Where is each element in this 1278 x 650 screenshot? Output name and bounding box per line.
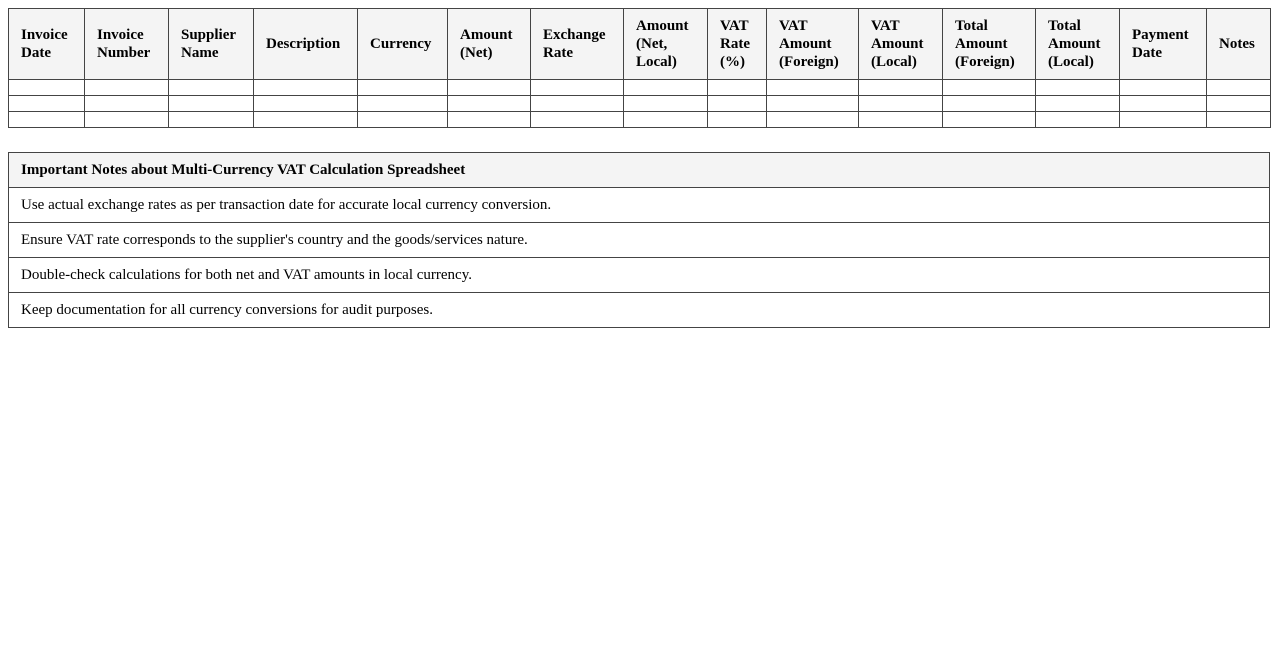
table-row xyxy=(9,96,1271,112)
table-cell[interactable] xyxy=(859,96,943,112)
table-cell[interactable] xyxy=(1036,80,1120,96)
table-cell[interactable] xyxy=(358,112,448,128)
table-cell[interactable] xyxy=(358,80,448,96)
notes-row xyxy=(9,188,1270,223)
notes-title: Important Notes about Multi-Currency VAT Calculation Spreadsheet xyxy=(9,153,1270,188)
table-cell[interactable] xyxy=(708,80,767,96)
page-content xyxy=(8,8,1270,328)
table-cell[interactable] xyxy=(767,96,859,112)
table-cell[interactable] xyxy=(169,112,254,128)
header-row xyxy=(9,9,1271,80)
table-cell[interactable] xyxy=(708,112,767,128)
column-header-invoice-date: Invoice Date xyxy=(9,9,85,80)
note-item: Ensure VAT rate corresponds to the supplier's country and the goods/services nature. xyxy=(9,223,1270,258)
table-cell[interactable] xyxy=(531,80,624,96)
table-cell[interactable] xyxy=(943,80,1036,96)
table-cell[interactable] xyxy=(448,80,531,96)
notes-row xyxy=(9,293,1270,328)
table-cell[interactable] xyxy=(358,96,448,112)
table-cell[interactable] xyxy=(1120,112,1207,128)
table-cell[interactable] xyxy=(859,112,943,128)
note-item: Use actual exchange rates as per transaction date for accurate local currency conversion. xyxy=(9,188,1270,223)
table-cell[interactable] xyxy=(1207,80,1271,96)
table-cell[interactable] xyxy=(943,112,1036,128)
column-header-currency: Currency xyxy=(358,9,448,80)
table-cell[interactable] xyxy=(85,112,169,128)
note-item: Double-check calculations for both net and VAT amounts in local currency. xyxy=(9,258,1270,293)
table-cell[interactable] xyxy=(9,96,85,112)
table-cell[interactable] xyxy=(254,80,358,96)
table-row xyxy=(9,80,1271,96)
table-cell[interactable] xyxy=(1120,80,1207,96)
notes-header-row xyxy=(9,153,1270,188)
column-header-notes: Notes xyxy=(1207,9,1271,80)
table-cell[interactable] xyxy=(767,112,859,128)
table-cell[interactable] xyxy=(9,112,85,128)
table-cell[interactable] xyxy=(531,112,624,128)
table-cell[interactable] xyxy=(254,112,358,128)
table-cell[interactable] xyxy=(85,80,169,96)
column-header-amount-net: Amount (Net) xyxy=(448,9,531,80)
table-cell[interactable] xyxy=(448,96,531,112)
table-cell[interactable] xyxy=(169,80,254,96)
column-header-vat-amount-foreign: VAT Amount (Foreign) xyxy=(767,9,859,80)
column-header-vat-amount-local: VAT Amount (Local) xyxy=(859,9,943,80)
table-cell[interactable] xyxy=(1207,112,1271,128)
invoice-table-body xyxy=(9,80,1271,128)
note-item: Keep documentation for all currency conversions for audit purposes. xyxy=(9,293,1270,328)
table-cell[interactable] xyxy=(1036,112,1120,128)
table-cell[interactable] xyxy=(859,80,943,96)
table-cell[interactable] xyxy=(1120,96,1207,112)
table-cell[interactable] xyxy=(624,96,708,112)
table-cell[interactable] xyxy=(767,80,859,96)
invoice-table xyxy=(8,8,1271,128)
table-cell[interactable] xyxy=(1036,96,1120,112)
column-header-total-amount-local: Total Amount (Local) xyxy=(1036,9,1120,80)
column-header-description: Description xyxy=(254,9,358,80)
column-header-vat-rate: VAT Rate (%) xyxy=(708,9,767,80)
notes-table xyxy=(8,152,1270,328)
column-header-exchange-rate: Exchange Rate xyxy=(531,9,624,80)
table-cell[interactable] xyxy=(448,112,531,128)
column-header-payment-date: Payment Date xyxy=(1120,9,1207,80)
column-header-amount-net-local: Amount (Net, Local) xyxy=(624,9,708,80)
table-cell[interactable] xyxy=(943,96,1036,112)
table-row xyxy=(9,112,1271,128)
table-cell[interactable] xyxy=(708,96,767,112)
notes-row xyxy=(9,223,1270,258)
table-cell[interactable] xyxy=(624,112,708,128)
table-cell[interactable] xyxy=(624,80,708,96)
column-header-supplier-name: Supplier Name xyxy=(169,9,254,80)
table-cell[interactable] xyxy=(254,96,358,112)
table-cell[interactable] xyxy=(531,96,624,112)
table-cell[interactable] xyxy=(85,96,169,112)
table-cell[interactable] xyxy=(169,96,254,112)
table-cell[interactable] xyxy=(9,80,85,96)
notes-row xyxy=(9,258,1270,293)
column-header-total-amount-foreign: Total Amount (Foreign) xyxy=(943,9,1036,80)
column-header-invoice-number: Invoice Number xyxy=(85,9,169,80)
table-cell[interactable] xyxy=(1207,96,1271,112)
